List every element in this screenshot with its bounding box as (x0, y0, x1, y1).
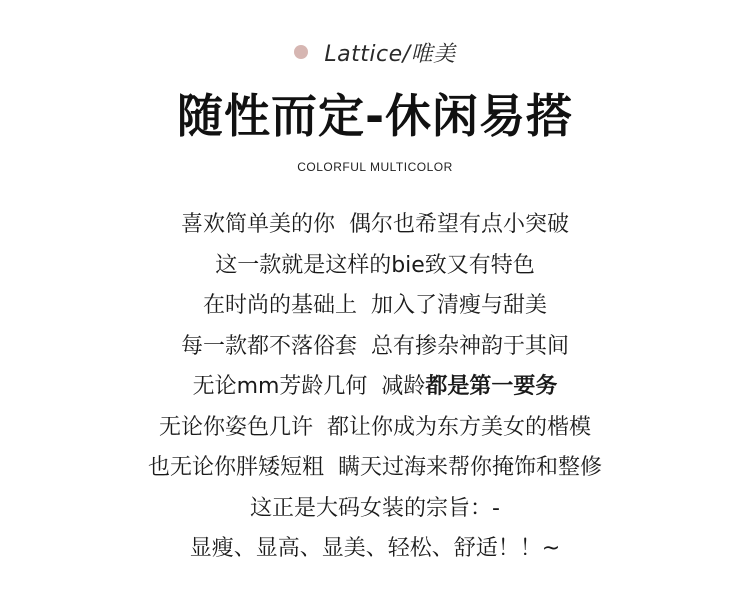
description-line-regular-part: 无论mm芳龄几何 减龄 (192, 374, 426, 399)
description-line: 显瘦、显高、显美、轻松、舒适！！~ (189, 536, 561, 561)
description-line: 也无论你胖矮短粗 瞒天过海来帮你掩饰和整修 (148, 455, 602, 480)
description-line: 这正是大码女装的宗旨：- (250, 495, 500, 521)
dot-icon (294, 45, 308, 59)
page-title: 随性而定-休闲易搭 (176, 89, 574, 143)
brand-name: Lattice/唯美 (324, 41, 456, 67)
description-line: 无论你姿色几许 都让你成为东方美女的楷模 (159, 414, 591, 440)
description-line-bold-part: 都是第一要务 (425, 374, 558, 399)
description-line-mixed (0, 367, 750, 408)
description-line: 这一款就是这样的bie致又有特色 (215, 252, 535, 278)
description-line: 在时尚的基础上 加入了清瘦与甜美 (203, 293, 547, 318)
brand-row (0, 34, 750, 70)
page-subtitle: COLORFUL MULTICOLOR (297, 160, 453, 174)
description-line: 每一款都不落俗套 总有掺杂神韵于其间 (181, 333, 569, 359)
description-lines (0, 205, 750, 570)
description-line: 喜欢简单美的你 偶尔也希望有点小突破 (181, 212, 569, 237)
